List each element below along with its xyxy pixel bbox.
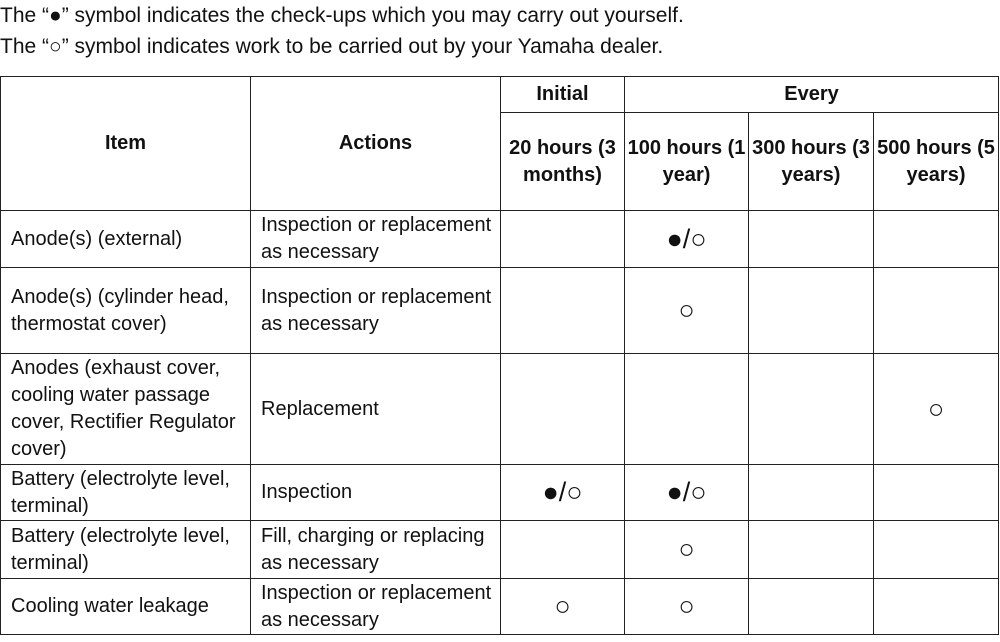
header-initial: Initial <box>501 77 625 113</box>
item-cell: Battery (electrolyte level, terminal) <box>1 521 251 579</box>
cell-500-hours <box>874 211 999 268</box>
cell-100-hours: ○ <box>625 268 749 354</box>
cell-300-hours <box>749 354 874 465</box>
cell-300-hours <box>749 465 874 521</box>
table-row <box>1 354 999 465</box>
header-20-hours: 20 hours (3 months) <box>501 113 625 211</box>
header-every: Every <box>625 77 999 113</box>
table-row <box>1 211 999 268</box>
cell-100-hours: ○ <box>625 579 749 635</box>
cell-20-hours: ○ <box>501 579 625 635</box>
cell-500-hours <box>874 465 999 521</box>
item-cell: Anodes (exhaust cover, cooling water passage cover, Rectifier Regulator cover) <box>1 354 251 465</box>
cell-20-hours <box>501 521 625 579</box>
cell-20-hours <box>501 268 625 354</box>
header-actions: Actions <box>251 77 501 211</box>
maintenance-table <box>0 76 999 635</box>
cell-500-hours <box>874 521 999 579</box>
cell-100-hours <box>625 354 749 465</box>
item-cell: Anode(s) (cylinder head, thermostat cover) <box>1 268 251 354</box>
header-500-hours: 500 hours (5 years) <box>874 113 999 211</box>
cell-20-hours: ●/○ <box>501 465 625 521</box>
action-cell: Inspection <box>251 465 501 521</box>
action-cell: Inspection or replacement as necessary <box>251 579 501 635</box>
cell-300-hours <box>749 211 874 268</box>
item-cell: Anode(s) (external) <box>1 211 251 268</box>
table-row <box>1 268 999 354</box>
header-row-top <box>1 77 999 113</box>
header-300-hours: 300 hours (3 years) <box>749 113 874 211</box>
action-cell: Replacement <box>251 354 501 465</box>
header-item: Item <box>1 77 251 211</box>
symbol-legend <box>0 0 1000 62</box>
cell-500-hours <box>874 268 999 354</box>
cell-500-hours <box>874 579 999 635</box>
action-cell: Inspection or replacement as necessary <box>251 211 501 268</box>
header-100-hours: 100 hours (1 year) <box>625 113 749 211</box>
cell-20-hours <box>501 211 625 268</box>
action-cell: Fill, charging or replacing as necessary <box>251 521 501 579</box>
cell-100-hours: ●/○ <box>625 211 749 268</box>
cell-300-hours <box>749 521 874 579</box>
cell-20-hours <box>501 354 625 465</box>
table-row <box>1 579 999 635</box>
cell-100-hours: ●/○ <box>625 465 749 521</box>
table-row <box>1 465 999 521</box>
table-row <box>1 521 999 579</box>
cell-300-hours <box>749 579 874 635</box>
cell-300-hours <box>749 268 874 354</box>
legend-line-dealer: The “○” symbol indicates work to be carried out by your Yamaha dealer. <box>0 35 664 58</box>
legend-line-self: The “●” symbol indicates the check-ups which you may carry out yourself. <box>0 4 684 27</box>
cell-500-hours: ○ <box>874 354 999 465</box>
action-cell: Inspection or replacement as necessary <box>251 268 501 354</box>
item-cell: Battery (electrolyte level, terminal) <box>1 465 251 521</box>
item-cell: Cooling water leakage <box>1 579 251 635</box>
cell-100-hours: ○ <box>625 521 749 579</box>
